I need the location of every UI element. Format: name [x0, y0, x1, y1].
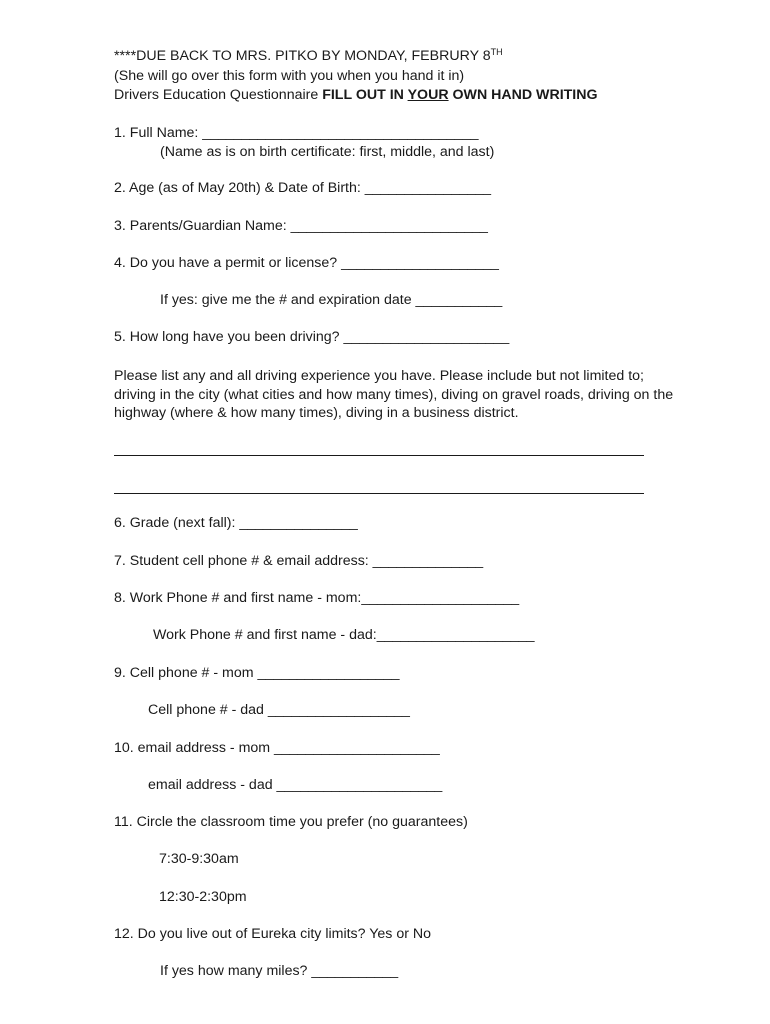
- question-city-limits: 12. Do you live out of Eureka city limits? Yes or No: [114, 926, 432, 942]
- answer-line-1: [114, 455, 644, 456]
- instruction-part-1: FILL OUT IN: [322, 87, 408, 103]
- full-name-note: (Name as is on birth certificate: first, middle, and last): [160, 144, 495, 160]
- time-option-afternoon: 12:30-2:30pm: [159, 889, 247, 905]
- work-phone-dad: Work Phone # and first name - dad:____________________: [153, 627, 535, 643]
- city-limits-followup: If yes how many miles? ___________: [160, 963, 399, 979]
- due-notice: [114, 48, 503, 65]
- form-title: [114, 87, 598, 104]
- instruction-emphasis: YOUR: [407, 87, 449, 103]
- answer-line-2: [114, 493, 644, 494]
- question-cell-mom: 9. Cell phone # - mom __________________: [114, 665, 400, 681]
- question-classroom-time: 11. Circle the classroom time you prefer (no guarantees): [114, 814, 468, 830]
- question-guardian-name: 3. Parents/Guardian Name: _________________________: [114, 218, 488, 234]
- cell-phone-dad: Cell phone # - dad __________________: [148, 702, 410, 718]
- question-driving-duration: 5. How long have you been driving? _____________________: [114, 329, 510, 345]
- question-age-dob: 2. Age (as of May 20th) & Date of Birth: ________________: [114, 180, 492, 196]
- hand-in-note: (She will go over this form with you when you hand it in): [114, 68, 465, 84]
- email-dad: email address - dad _____________________: [148, 777, 443, 793]
- permit-followup: If yes: give me the # and expiration date ___________: [160, 292, 503, 308]
- question-email-mom: 10. email address - mom _____________________: [114, 740, 440, 756]
- due-notice-superscript: TH: [490, 47, 503, 57]
- driving-experience-instructions: Please list any and all driving experience you have. Please include but not limited to; driving in the city (what cities and how many times), diving on gravel roads, driving on the highway (where & how many times), diving in a business district.: [114, 368, 674, 421]
- time-option-morning: 7:30-9:30am: [159, 851, 239, 867]
- question-permit: 4. Do you have a permit or license? ____________________: [114, 255, 499, 271]
- question-grade: 6. Grade (next fall): _______________: [114, 515, 358, 531]
- due-notice-text: ****DUE BACK TO MRS. PITKO BY MONDAY, FEBRURY 8: [114, 48, 491, 64]
- form-title-prefix: Drivers Education Questionnaire: [114, 87, 323, 103]
- question-student-contact: 7. Student cell phone # & email address: ______________: [114, 553, 484, 569]
- instruction-part-2: OWN HAND WRITING: [448, 87, 598, 103]
- question-full-name: 1. Full Name: ___________________________________: [114, 125, 479, 141]
- form-title-instruction: [322, 87, 597, 103]
- question-work-phone-mom: 8. Work Phone # and first name - mom:____________________: [114, 590, 520, 606]
